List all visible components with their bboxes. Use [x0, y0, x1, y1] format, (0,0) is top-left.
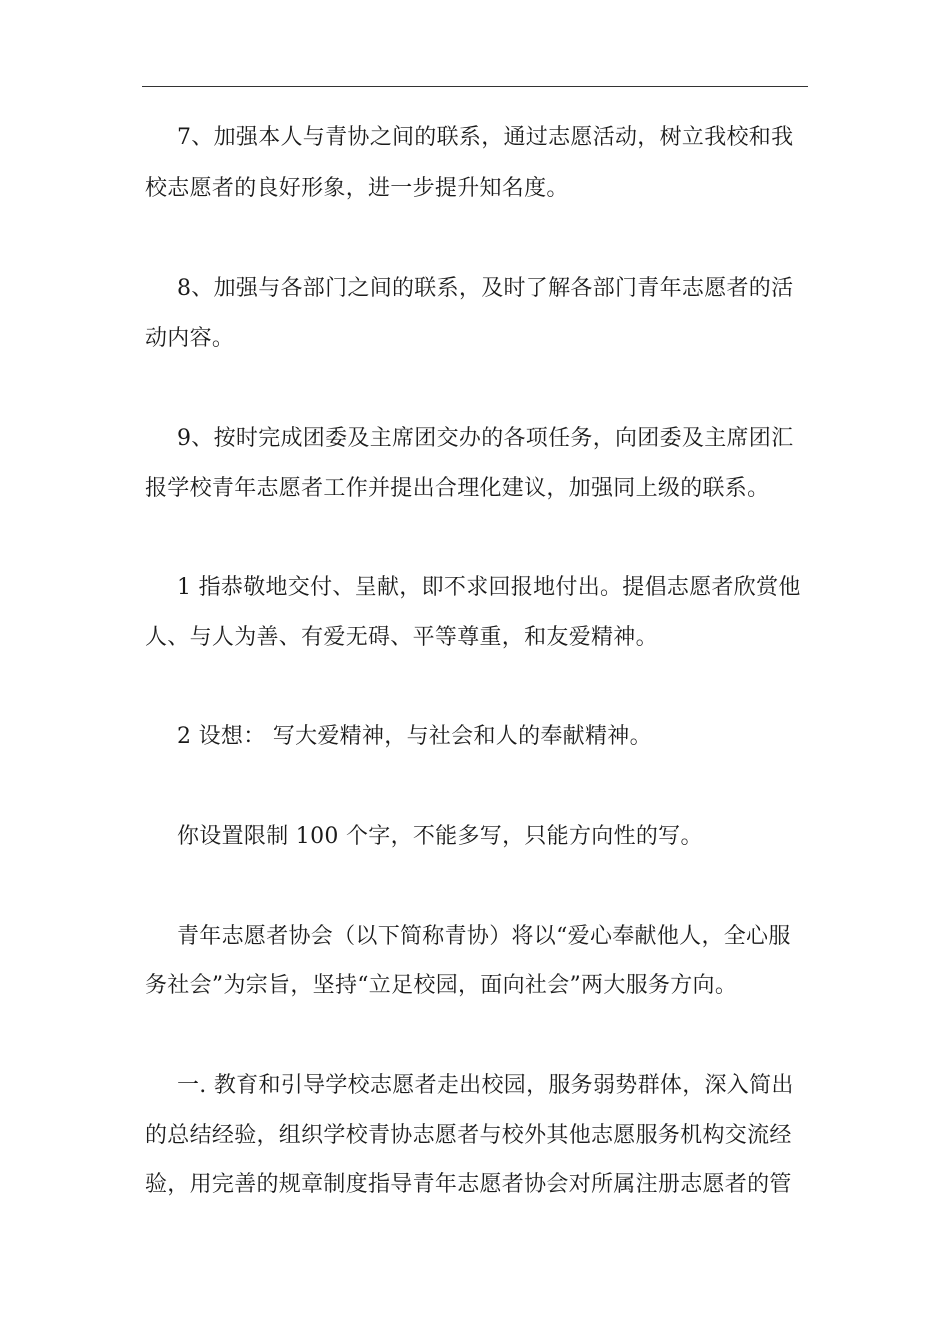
paragraph-line: 7、加强本人与青协之间的联系，通过志愿活动，树立我校和我: [177, 125, 794, 150]
header-rule: [142, 86, 808, 87]
paragraph-line: 务社会”为宗旨，坚持“立足校园，面向社会”两大服务方向。: [145, 973, 738, 998]
paragraph-line: 校志愿者的良好形象，进一步提升知名度。: [145, 176, 569, 201]
paragraph-line: 2 设想： 写大爱精神，与社会和人的奉献精神。: [177, 724, 652, 749]
paragraph-line: 人、与人为善、有爱无碍、平等尊重，和友爱精神。: [145, 625, 658, 650]
paragraph-line: 一. 教育和引导学校志愿者走出校园，服务弱势群体，深入简出: [177, 1073, 794, 1098]
paragraph-line: 动内容。: [145, 326, 235, 351]
paragraph-line: 9、按时完成团委及主席团交办的各项任务，向团委及主席团汇: [177, 426, 794, 451]
paragraph-line: 8、加强与各部门之间的联系，及时了解各部门青年志愿者的活: [177, 276, 794, 301]
paragraph-line: 1 指恭敬地交付、呈献，即不求回报地付出。提倡志愿者欣赏他: [177, 575, 801, 600]
paragraph-line: 你设置限制 100 个字，不能多写，只能方向性的写。: [177, 824, 703, 849]
paragraph-line: 报学校青年志愿者工作并提出合理化建议，加强同上级的联系。: [145, 476, 770, 501]
paragraph-line: 青年志愿者协会（以下简称青协）将以“爱心奉献他人，全心服: [177, 924, 791, 949]
paragraph-line: 验，用完善的规章制度指导青年志愿者协会对所属注册志愿者的管: [145, 1172, 792, 1197]
paragraph-line: 的总结经验，组织学校青协志愿者与校外其他志愿服务机构交流经: [145, 1123, 792, 1148]
